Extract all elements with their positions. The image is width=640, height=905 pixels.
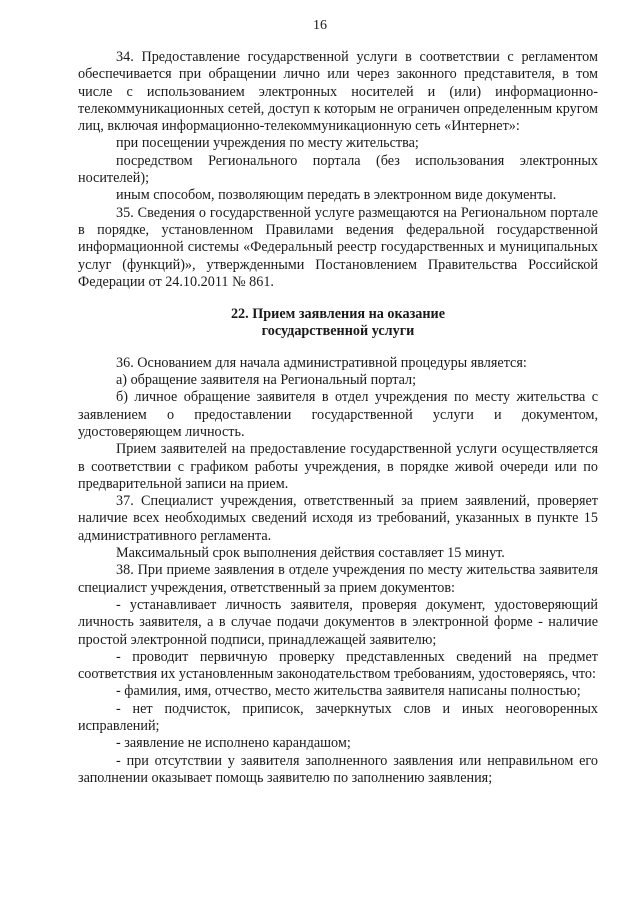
section-heading-line-1: 22. Прием заявления на оказание: [230, 306, 446, 323]
page-number: 16: [313, 18, 327, 33]
paragraph-38-no-pencil: - заявление не исполнено карандашом;: [116, 735, 351, 752]
paragraph-36: 36. Основанием для начала административной процедуры является:: [116, 354, 527, 371]
paragraph-36-item-a: а) обращение заявителя на Региональный портал;: [116, 372, 417, 389]
section-heading: [78, 306, 598, 341]
paragraph-34-item-visit: при посещении учреждения по месту жительства;: [116, 135, 419, 152]
paragraph-38-help: - при отсутствии у заявителя заполненного заявления или неправильном его заполнении оказывает помощь заявителю по заполнению заявления;: [78, 752, 598, 786]
paragraph-max-time: Максимальный срок выполнения действия составляет 15 минут.: [116, 545, 505, 562]
paragraph-36-item-b: б) личное обращение заявителя в отдел учреждения по месту жительства с заявлением о предоставлении государственной услуги и документом, удостоверяющем личность.: [78, 389, 598, 440]
paragraph-34-item-other: иным способом, позволяющим передать в электронном виде документы.: [116, 187, 557, 204]
paragraph-34-item-portal: посредством Регионального портала (без использования электронных носителей);: [78, 152, 598, 187]
paragraph-38: 38. При приеме заявления в отделе учреждения по месту жительства заявителя специалист учреждения, ответственный за прием документов:: [78, 562, 598, 596]
document-body: [78, 49, 598, 787]
paragraph-reception-schedule: Прием заявителей на предоставление государственной услуги осуществляется в соответствии с графиком работы учреждения, в порядке живой очереди или по предварительной записи на прием.: [78, 441, 598, 492]
paragraph-38-no-corrections: - нет подчисток, приписок, зачеркнутых слов и иных неоговоренных исправлений;: [78, 700, 598, 734]
paragraph-34: 34. Предоставление государственной услуги в соответствии с регламентом обеспечивается при обращении лично или через законного представителя, в том числе с использованием электронных носителей и (или) информационно-телекоммуникационных сетей, доступ к которым не ограничен определенным кругом лиц, включая информационно-телекоммуникационную сеть «Интернет»:: [78, 49, 598, 135]
paragraph-38-identity: - устанавливает личность заявителя, проверяя документ, удостоверяющий личность заявителя, а в случае подачи документов в электронной форме - наличие простой электронной подписи, принадлежащей заявителю;: [78, 596, 598, 648]
section-heading-line-2: государственной услуги: [261, 323, 415, 340]
paragraph-37: 37. Специалист учреждения, ответственный за прием заявлений, проверяет наличие всех необходимых сведений исходя из требований, указанных в пункте 15 административного регламента.: [78, 493, 598, 544]
paragraph-38-names: - фамилия, имя, отчество, место жительства заявителя написаны полностью;: [116, 683, 581, 700]
paragraph-38-check: - проводит первичную проверку представленных сведений на предмет соответствия их установленным законодательством требованиям, удостоверяясь, что:: [78, 648, 598, 683]
paragraph-35: 35. Сведения о государственной услуге размещаются на Региональном портале в порядке, установленном Правилами ведения федеральной государственной информационной системы «Федеральный реестр государственных и муниципальных услуг (функций)», утвержденными Постановлением Правительства Российской Федерации от 24.10.2011 № 861.: [78, 204, 598, 290]
